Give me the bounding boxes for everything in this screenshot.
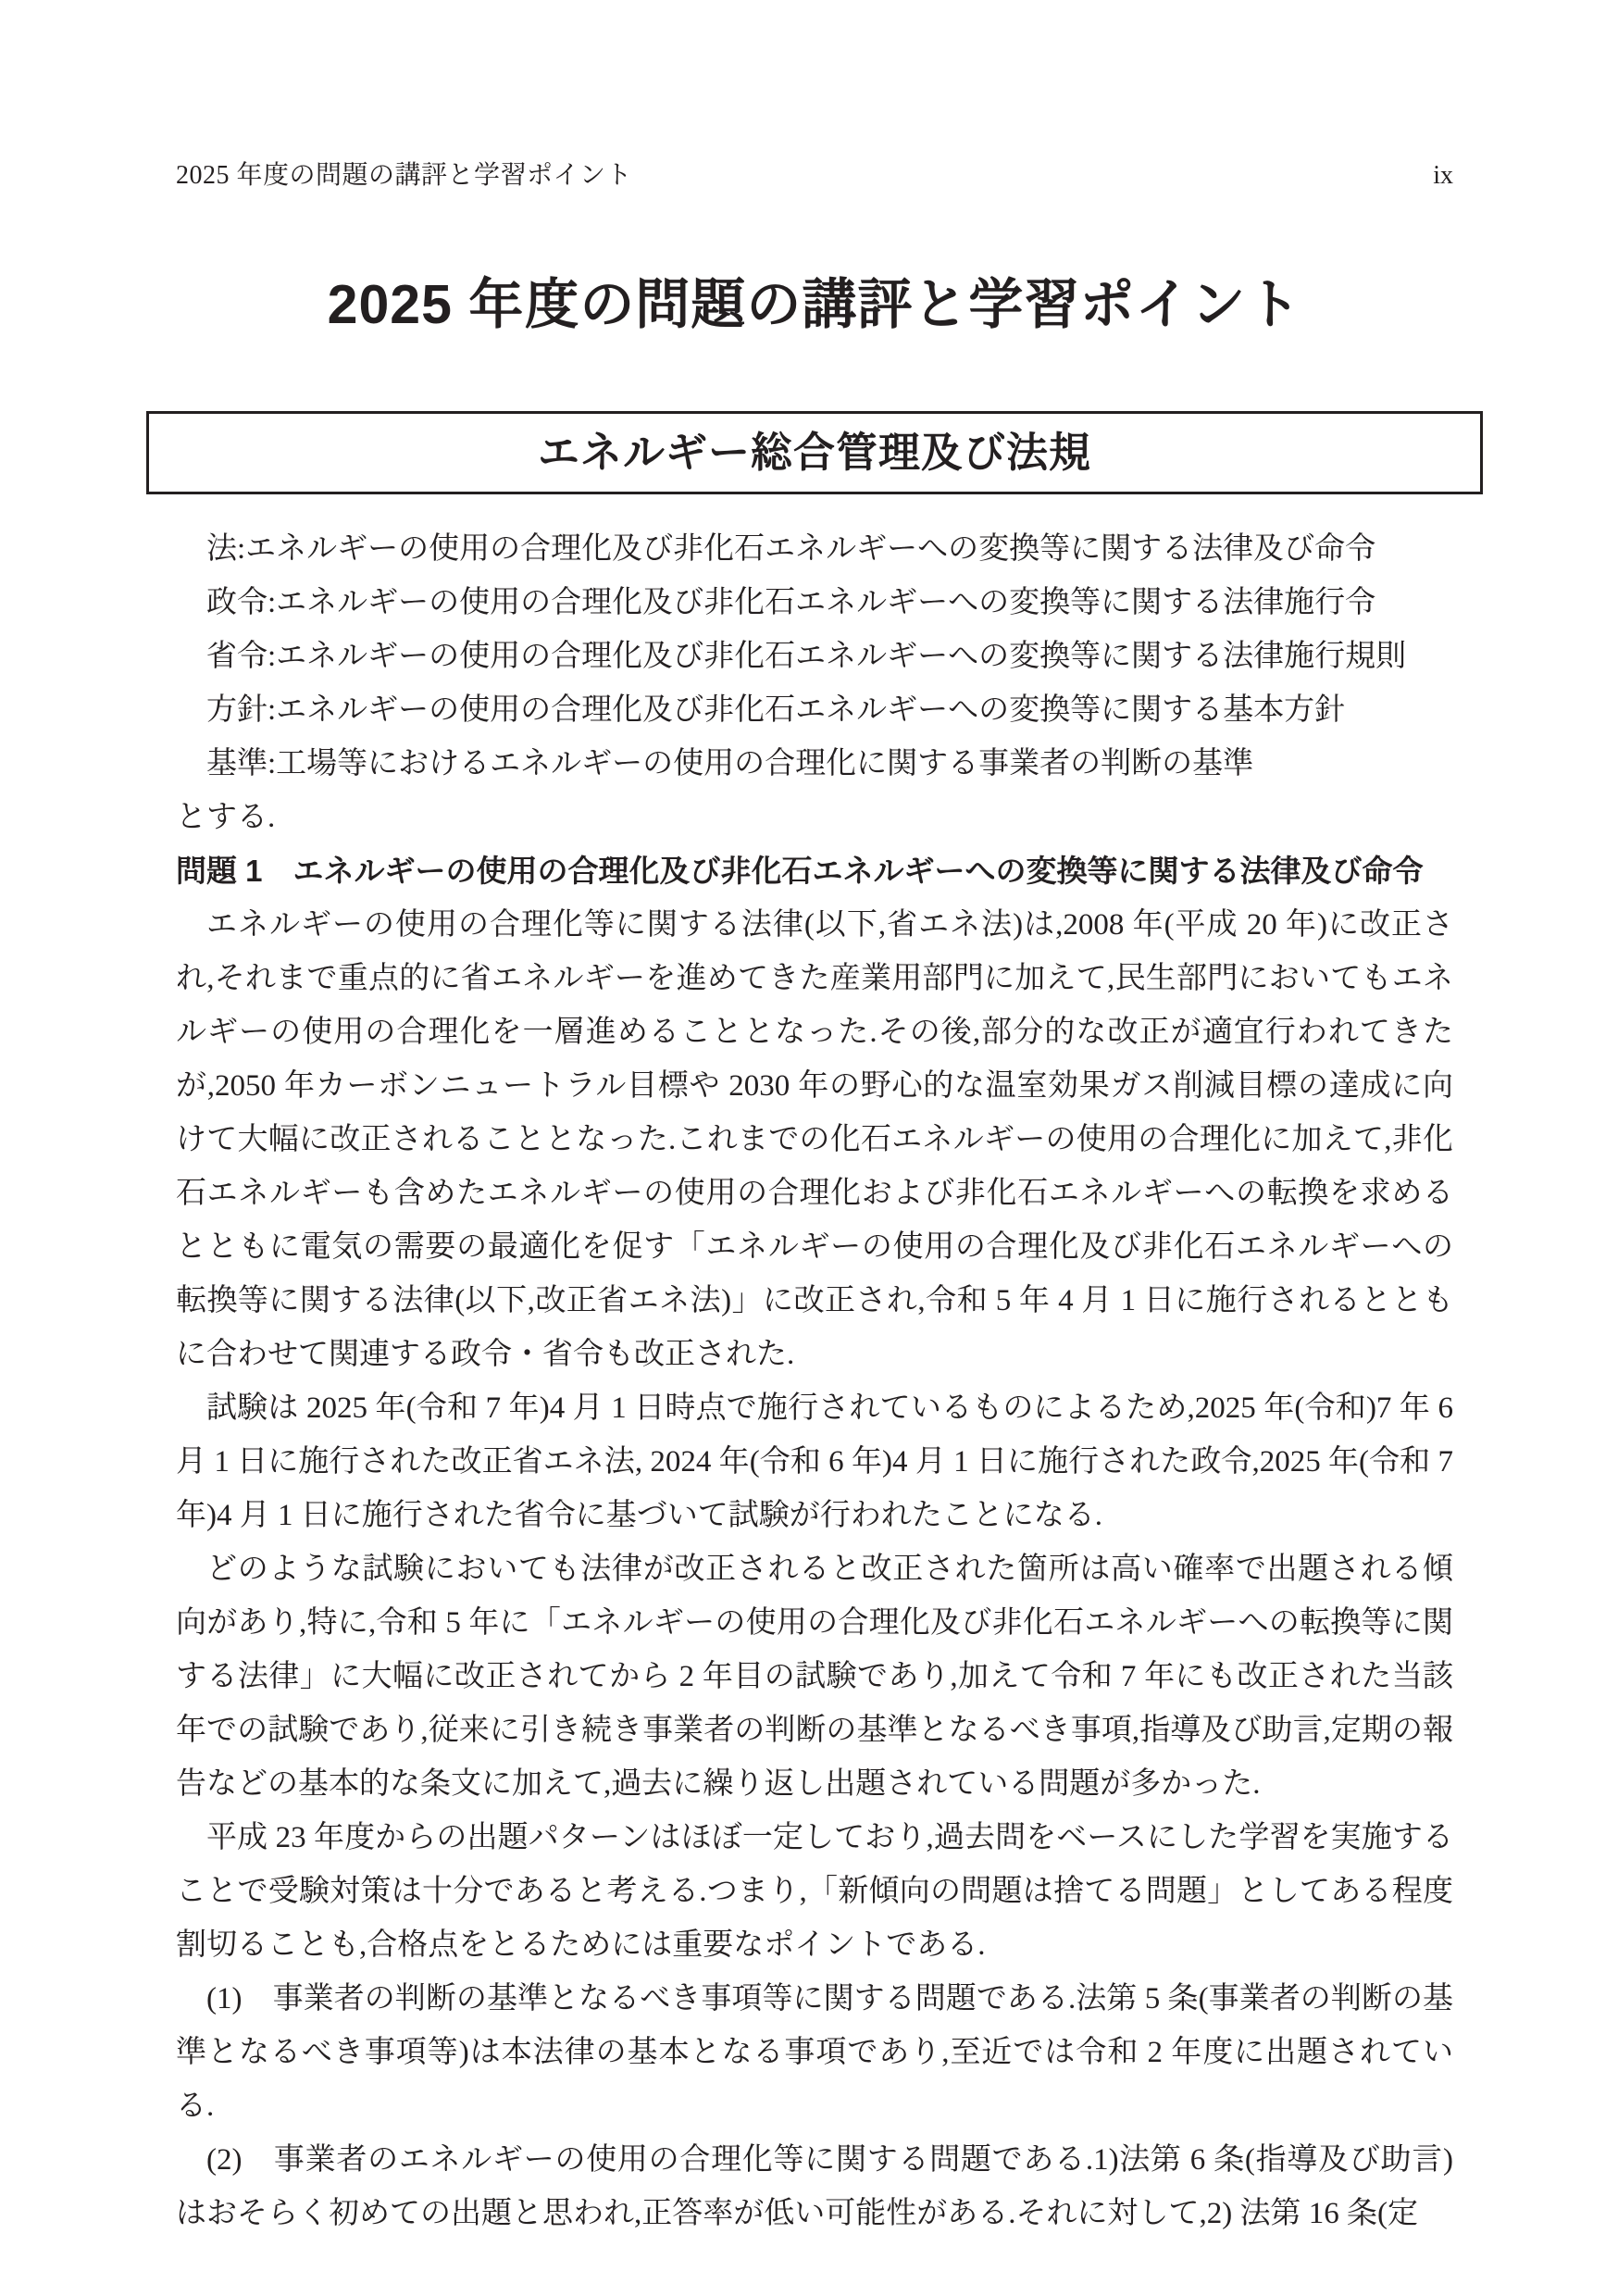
definition-line-ministerial-ordinance: 省令:エネルギーの使用の合理化及び非化石エネルギーへの変換等に関する法律施行規則 [206, 640, 1407, 673]
definition-line-standard: 基準:工場等におけるエネルギーの使用の合理化に関する事業者の判断の基準 [206, 747, 1254, 780]
problem1-heading: 問題 1 エネルギーの使用の合理化及び非化石エネルギーへの変換等に関する法律及び命令 [176, 854, 1424, 888]
definition-line-law: 法:エネルギーの使用の合理化及び非化石エネルギーへの変換等に関する法律及び命令 [206, 532, 1376, 566]
list-item-2: (2) 事業者のエネルギーの使用の合理化等に関する問題である.1)法第 6 条(指導及び助言)はおそらく初めての出題と思われ,正答率が低い可能性がある.それに対して,2) 法第 16 条(定 [176, 2143, 1453, 2230]
running-header-title: 2025 年度の問題の講評と学習ポイント [176, 161, 633, 190]
body-paragraph-3: どのような試験においても法律が改正されると改正された箇所は高い確率で出題される傾向があり,特に,令和 5 年に「エネルギーの使用の合理化及び非化石エネルギーへの転換等に関する法律」に大幅に改正されてから 2 年目の試験であり,加えて令和 7 年にも改正された当該年での試験であり,従来に引き続き事業者の判断の基準となるべき事項,指導及び助言,定期の報告などの基本的な条文に加えて,過去に繰り返し出題されている問題が多かった. [176, 1553, 1453, 1801]
body-paragraph-4: 平成 23 年度からの出題パターンはほぼ一定しており,過去問をベースにした学習を実施することで受験対策は十分であると考える.つまり,「新傾向の問題は捨てる問題」としてある程度割切ることも,合格点をとるためには重要なポイントである. [176, 1821, 1453, 1962]
law-definitions [176, 522, 1453, 844]
running-header [176, 157, 1453, 194]
page-title: 2025 年度の問題の講評と学習ポイント [327, 274, 1302, 335]
definition-line-cabinet-order: 政令:エネルギーの使用の合理化及び非化石エネルギーへの変換等に関する法律施行令 [206, 586, 1376, 619]
page-number: ix [1433, 161, 1453, 190]
section-title: エネルギー総合管理及び法規 [537, 429, 1091, 476]
body-paragraph-1: エネルギーの使用の合理化等に関する法律(以下,省エネ法)は,2008 年(平成 20 年)に改正され,それまで重点的に省エネルギーを進めてきた産業用部門に加えて,民生部門においてもエネルギーの使用の合理化を一層進めることとなった.その後,部分的な改正が適宜行われてきたが,2050 年カーボンニュートラル目標や 2030 年の野心的な温室効果ガス削減目標の達成に向けて大幅に改正されることとなった.これまでの化石エネルギーの使用の合理化に加えて,非化石エネルギーも含めたエネルギーの使用の合理化および非化石エネルギーへの転換を求めるとともに電気の需要の最適化を促す「エネルギーの使用の合理化及び非化石エネルギーへの転換等に関する法律(以下,改正省エネ法)」に改正され,令和 5 年 4 月 1 日に施行されるとともに合わせて関連する政令・省令も改正された. [176, 908, 1453, 1371]
definition-line-basic-policy: 方針:エネルギーの使用の合理化及び非化石エネルギーへの変換等に関する基本方針 [206, 693, 1346, 727]
definitions-closing: とする. [176, 801, 276, 834]
section-title-box [146, 411, 1483, 494]
list-item-1: (1) 事業者の判断の基準となるべき事項等に関する問題である.法第 5 条(事業者の判断の基準となるべき事項等)は本法律の基本となる事項であり,至近では令和 2 年度に出題されている. [176, 1982, 1453, 2123]
body-paragraph-2: 試験は 2025 年(令和 7 年)4 月 1 日時点で施行されているものによるため,2025 年(令和)7 年 6 月 1 日に施行された改正省エネ法, 2024 年(令和 6 年)4 月 1 日に施行された政令,2025 年(令和 7 年)4 月 1 日に施行された省令に基づいて試験が行われたことになる. [176, 1391, 1453, 1532]
